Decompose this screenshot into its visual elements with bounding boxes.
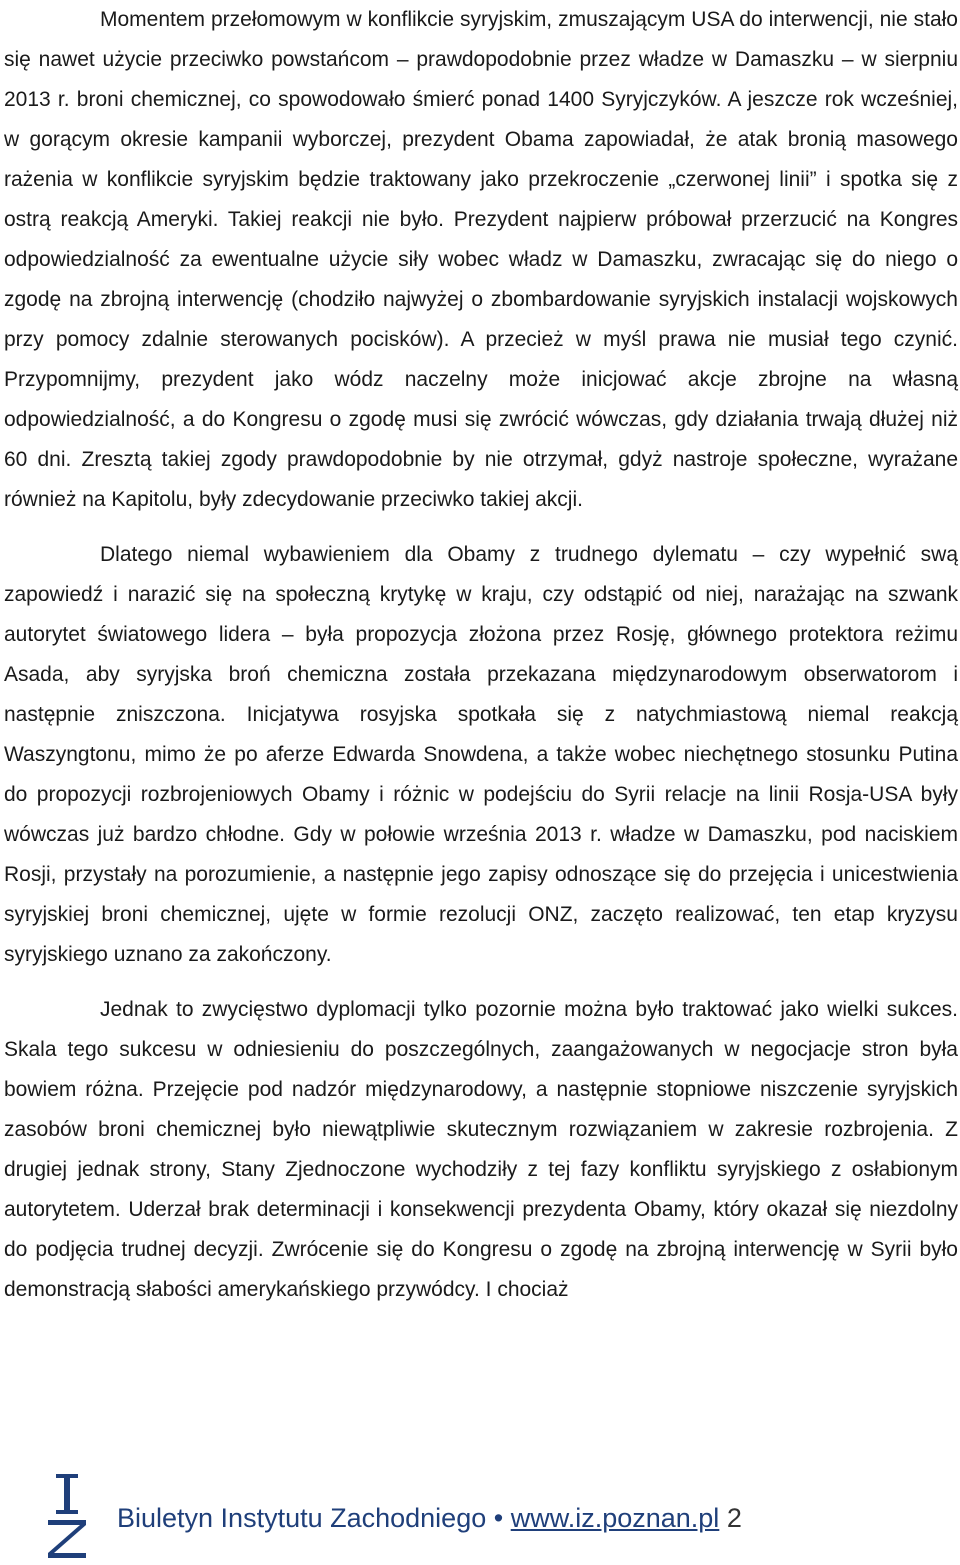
paragraph-1: Momentem przełomowym w konflikcie syryjskim, zmuszającym USA do interwencji, nie stało się nawet użycie przeciwko powstańcom – prawdopodobnie przez władze w Damaszku – w sierpniu 2013 r. broni chemicznej, co spowodowało śmierć ponad 1400 Syryjczyków. A jeszcze rok wcześniej, w gorącym okresie kampanii wyborczej, prezydent Obama zapowiadał, że atak bronią masowego rażenia w konflikcie syryjskim będzie traktowany jako przekroczenie „czerwonej linii” i spotka się z ostrą reakcją Ameryki. Takiej reakcji nie było. Prezydent najpierw próbował przerzucić na Kongres odpowiedzialność za ewentualne użycie siły wobec władz w Damaszku, zwracając się do niego o zgodę na zbrojną interwencję (chodziło najwyżej o zbombardowanie syryjskich instalacji wojskowych przy pomocy zdalnie sterowanych pocisków). A przecież w myśl prawa nie musiał tego czynić. Przypomnijmy, prezydent jako wódz naczelny może inicjować akcje zbrojne na własną odpowiedzialność, a do Kongresu o zgodę musi się zwrócić wówczas, gdy działania trwają dłużej niż 60 dni. Zresztą takiej zgody prawdopodobnie by nie otrzymał, gdyż nastroje społeczne, wyrażane również na Kapitolu, były zdecydowanie przeciwko takiej akcji. [4,8,958,511]
institute-logo-icon [44,1472,90,1560]
publication-title: Biuletyn Instytutu Zachodniego [117,1503,487,1533]
paragraph-2: Dlatego niemal wybawieniem dla Obamy z trudnego dylematu – czy wypełnić swą zapowiedź i narazić się na społeczną krytykę w kraju, czy odstąpić od niej, narażając na szwank autorytet światowego lidera – była propozycja złożona przez Rosję, głównego protektora reżimu Asada, aby syryjska broń chemiczna została przekazana międzynarodowym obserwatorom i następnie zniszczona. Inicjatywa rosyjska spotkała się z natychmiastową niemal reakcją Waszyngtonu, mimo że po aferze Edwarda Snowdena, a także wobec niechętnego stosunku Putina do propozycji rozbrojeniowych Obamy i różnic w podejściu do Syrii relacje na linii Rosja-USA były wówczas już bardzo chłodne. Gdy w połowie września 2013 r. władze w Damaszku, pod naciskiem Rosji, przystały na porozumienie, a następnie jego zapisy odnoszące się do przejęcia i unicestwienia syryjskiej broni chemicznej, ujęte w formie rezolucji ONZ, zaczęto realizować, ten etap kryzysu syryjskiego uznano za zakończony. [4,543,958,966]
page-number: 2 [726,1503,742,1533]
page-footer [0,1462,960,1562]
footer-caption [117,1502,742,1534]
website-link[interactable]: www.iz.poznan.pl [510,1503,720,1533]
footer-separator: • [486,1503,511,1533]
document-body [4,0,958,1310]
paragraph-3: Jednak to zwycięstwo dyplomacji tylko pozornie można było traktować jako wielki sukces. Skala tego sukcesu w odniesieniu do poszczególnych, zaangażowanych w negocjacje stron była bowiem różna. Przejęcie pod nadzór międzynarodowy, a następnie stopniowe niszczenie syryjskich zasobów broni chemicznej było niewątpliwie skutecznym rozwiązaniem w zakresie rozbrojenia. Z drugiej jednak strony, Stany Zjednoczone wychodziły z tej fazy konfliktu syryjskiego z osłabionym autorytetem. Uderzał brak determinacji i konsekwencji prezydenta Obamy, który okazał się niezdolny do podjęcia trudnej decyzji. Zwrócenie się do Kongresu o zgodę na zbrojną interwencję w Syrii było demonstracją słabości amerykańskiego przywódcy. I chociaż [4,998,958,1301]
